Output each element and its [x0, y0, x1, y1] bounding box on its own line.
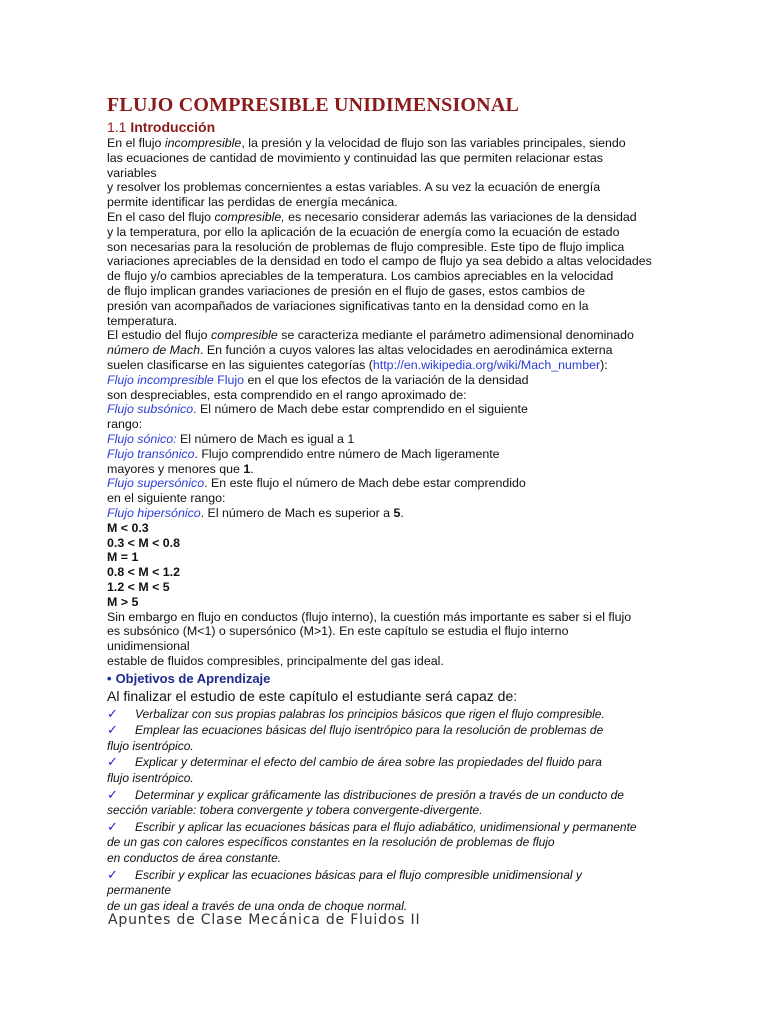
text-line: son necesarias para la resolución de problemas de flujo compresible. Este tipo de flujo implica: [107, 239, 625, 254]
mach-range: 1.2 < M < 5: [107, 579, 170, 594]
objectives-list: [107, 706, 667, 915]
document-content: [107, 93, 667, 914]
text-line: Flujo transónico. Flujo comprendido entre número de Mach ligeramente: [107, 446, 500, 461]
wikipedia-link[interactable]: http://en.wikipedia.org/wiki/Mach_number: [372, 357, 601, 372]
text-line: mayores y menores que 1.: [107, 461, 254, 476]
text-line: rango:: [107, 417, 143, 432]
text-line: y la temperatura, por ello la aplicación de la ecuación de energía como la ecuación de estado: [107, 224, 620, 239]
text-line: estable de fluidos compresibles, principalmente del gas ideal.: [107, 653, 444, 668]
text-line: son despreciables, esta comprendido en el rango aproximado de:: [107, 387, 467, 402]
list-item: ✓ Escribir y aplicar las ecuaciones básicas para el flujo adiabático, unidimensional y permanente de un gas con calores específicos constantes en la resolución de problemas de flujo en conductos de área constante.: [107, 818, 637, 866]
text-line: suelen clasificarse en las siguientes categorías (http://en.wikipedia.org/wiki/Mach_number):: [107, 357, 608, 372]
checkmark-icon: ✓: [107, 705, 118, 721]
text-line: variables: [107, 165, 157, 180]
list-item: ✓ Emplear las ecuaciones básicas del flujo isentrópico para la resolución de problemas de flujo isentrópico.: [107, 722, 604, 753]
text-line: Flujo hipersónico. El número de Mach es superior a 5.: [107, 505, 404, 520]
section-label: Introducción: [130, 119, 216, 135]
checkmark-icon: ✓: [107, 818, 118, 834]
checkmark-icon: ✓: [107, 722, 118, 738]
mach-range: 0.3 < M < 0.8: [107, 535, 181, 550]
text-line: Sin embargo en flujo en conductos (flujo interno), la cuestión más importante es saber si el flujo: [107, 609, 632, 624]
text-line: temperatura.: [107, 313, 178, 328]
text-line: y resolver los problemas concernientes a estas variables. A su vez la ecuación de energía: [107, 180, 601, 195]
text-line: de flujo implican grandes variaciones de presión en el flujo de gases, estos cambios de: [107, 283, 586, 298]
objectives-heading: [107, 671, 667, 687]
text-line: En el caso del flujo compresible, es necesario considerar además las variaciones de la densidad: [107, 209, 637, 224]
text-line: unidimensional: [107, 639, 190, 654]
text-line: Flujo sónico: El número de Mach es igual a 1: [107, 431, 355, 446]
section-heading: [107, 118, 667, 136]
text-line: Flujo subsónico. El número de Mach debe estar comprendido en el siguiente: [107, 402, 528, 417]
text-line: Flujo incompresible Flujo en el que los efectos de la variación de la densidad: [107, 372, 529, 387]
list-item: ✓ Determinar y explicar gráficamente las distribuciones de presión a través de un conducto de sección variable: tobera convergente y tobera convergente-divergente.: [107, 786, 624, 818]
list-item: ✓ Escribir y explicar las ecuaciones básicas para el flujo compresible unidimensional y permanente de un gas ideal a través de una onda de choque normal.: [107, 866, 582, 913]
list-item: ✓ Explicar y determinar el efecto del cambio de área sobre las propiedades del fluido para flujo isentrópico.: [107, 754, 602, 786]
mach-range: M < 0.3: [107, 520, 149, 535]
mach-range: M = 1: [107, 550, 139, 565]
objectives-lead: Al finalizar el estudio de este capítulo el estudiante será capaz de:: [107, 687, 518, 704]
bullet-icon: •: [107, 670, 112, 686]
page-footer: Apuntes de Clase Mecánica de Fluidos II: [108, 912, 421, 928]
text-line: Flujo supersónico. En este flujo el número de Mach debe estar comprendido: [107, 476, 526, 491]
checkmark-icon: ✓: [107, 866, 118, 882]
section-number: 1.1: [107, 119, 127, 135]
text-line: variaciones apreciables de la densidad en todo el campo de flujo ya sea debido a altas velocidades: [107, 254, 652, 269]
text-line: En el flujo incompresible, la presión y la velocidad de flujo son las variables principales, siendo: [107, 136, 626, 150]
text-line: El estudio del flujo compresible se caracteriza mediante el parámetro adimensional denominado: [107, 328, 634, 343]
list-item: ✓ Verbalizar con sus propias palabras los principios básicos que rigen el flujo compresible.: [107, 705, 605, 721]
checkmark-icon: ✓: [107, 786, 118, 802]
text-line: permite identificar las perdidas de energía mecánica.: [107, 195, 398, 210]
text-line: número de Mach. En función a cuyos valores las altas velocidades en aerodinámica externa: [107, 343, 613, 358]
text-line: de flujo y/o cambios apreciables de la temperatura. Los cambios apreciables en la velocidad: [107, 269, 614, 284]
text-line: en el siguiente rango:: [107, 491, 226, 506]
checkmark-icon: ✓: [107, 754, 118, 770]
objectives-heading-text: Objetivos de Aprendizaje: [115, 670, 271, 686]
text-line: es subsónico (M<1) o supersónico (M>1). En este capítulo se estudia el flujo interno: [107, 624, 569, 639]
page-title: FLUJO COMPRESIBLE UNIDIMENSIONAL: [107, 94, 520, 116]
mach-range: 0.8 < M < 1.2: [107, 565, 181, 580]
text-line: presión van acompañados de variaciones significativas tanto en la densidad como en la: [107, 298, 589, 313]
text-line: las ecuaciones de cantidad de movimiento y continuidad las que permiten relacionar estas: [107, 150, 603, 165]
mach-range: M > 5: [107, 594, 139, 609]
intro-text: [107, 136, 667, 669]
